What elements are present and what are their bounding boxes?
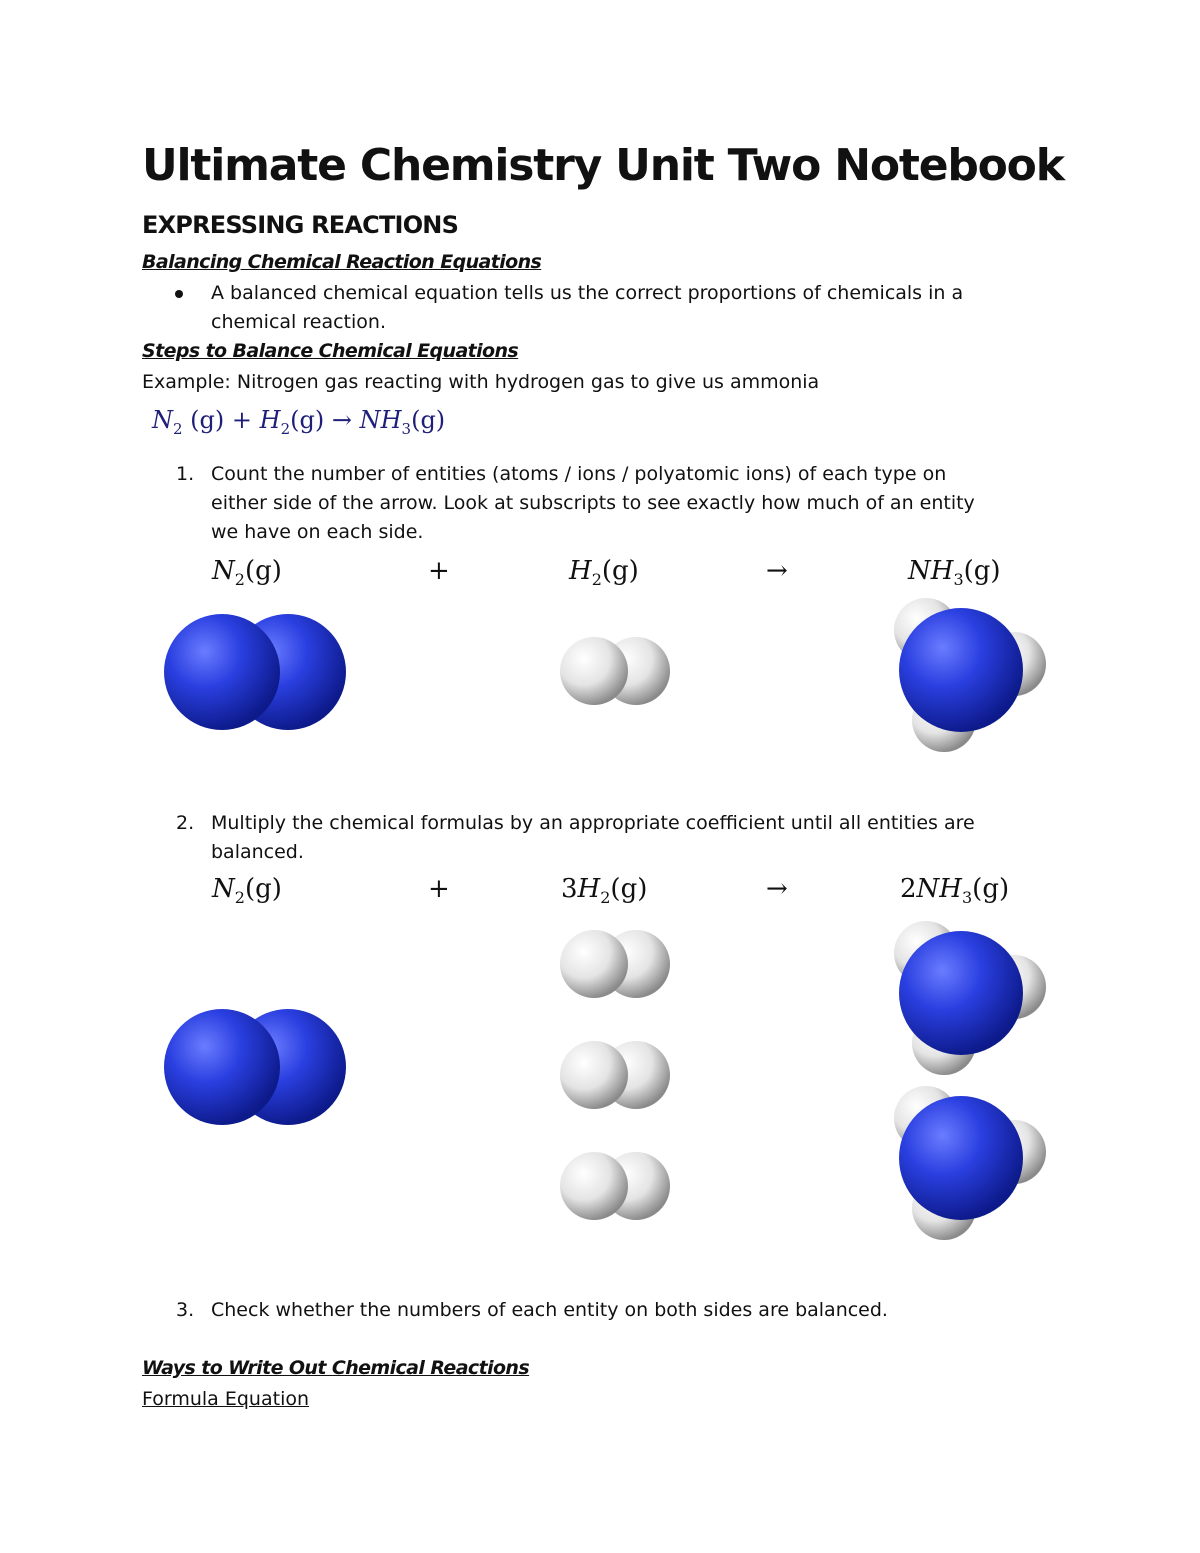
- h2-molecule-image-a: [556, 918, 674, 1013]
- step-2-line-2: balanced.: [211, 841, 304, 863]
- diagram1-arrow: →: [766, 556, 788, 586]
- bullet-dot: [175, 290, 183, 298]
- step-1-line-1: Count the number of entities (atoms / ions / polyatomic ions) of each type on: [211, 463, 947, 485]
- n2-molecule-image: [160, 608, 350, 738]
- step-3-number: 3.: [176, 1299, 195, 1321]
- page-title: Ultimate Chemistry Unit Two Notebook: [142, 140, 1064, 191]
- nh3-molecule-image: [886, 592, 1051, 757]
- eq-n2: N: [152, 406, 173, 434]
- eq-h2: H: [259, 406, 281, 434]
- n2-molecule-image-2: [160, 1003, 350, 1133]
- eq-arrow: →: [324, 406, 360, 434]
- diagram2-nh3-label: $2NH_3(g)$: [900, 874, 1010, 908]
- h2-molecule-image-b: [556, 1029, 674, 1124]
- step-2-line-1: Multiply the chemical formulas by an appropriate coefficient until all entities are: [211, 812, 975, 834]
- diagram1-plus: +: [428, 556, 450, 586]
- section-heading: EXPRESSING REACTIONS: [142, 211, 459, 239]
- diagram2-n2-label: $N_2(g)$: [212, 874, 282, 908]
- eq-plus: +: [224, 406, 260, 434]
- diagram2-plus: +: [428, 874, 450, 904]
- formula-equation-label: Formula Equation: [142, 1388, 310, 1410]
- eq-nh3: NH: [359, 406, 402, 434]
- diagram2-h2-label: $3H_2(g)$: [561, 874, 648, 908]
- h2-molecule-image: [556, 625, 674, 720]
- h2-molecule-image-c: [556, 1140, 674, 1235]
- bullet-line-1: A balanced chemical equation tells us the correct proportions of chemicals in a: [211, 282, 964, 304]
- example-equation: [152, 406, 445, 438]
- diagram1-h2-label: $H_2(g)$: [569, 556, 639, 590]
- example-text: Example: Nitrogen gas reacting with hydrogen gas to give us ammonia: [142, 371, 820, 393]
- eq-n2-state: (g): [182, 406, 225, 434]
- eq-nh3-state: (g): [411, 406, 446, 434]
- nh3-molecule-image-b: [886, 1080, 1051, 1245]
- diagram1-n2-label: $N_2(g)$: [212, 556, 282, 590]
- diagram2-arrow: →: [766, 874, 788, 904]
- subheading-steps: Steps to Balance Chemical Equations: [142, 340, 519, 362]
- step-2-number: 2.: [176, 812, 195, 834]
- step-1-line-3: we have on each side.: [211, 521, 424, 543]
- subheading-ways: Ways to Write Out Chemical Reactions: [142, 1357, 530, 1379]
- step-1-number: 1.: [176, 463, 195, 485]
- subheading-balancing: Balancing Chemical Reaction Equations: [142, 251, 542, 273]
- bullet-line-2: chemical reaction.: [211, 311, 386, 333]
- diagram1-nh3-label: $NH_3(g)$: [908, 556, 1001, 590]
- nh3-molecule-image-a: [886, 915, 1051, 1080]
- eq-n2-sub: 2: [173, 419, 183, 438]
- step-1-line-2: either side of the arrow. Look at subscripts to see exactly how much of an entity: [211, 492, 975, 514]
- eq-nh3-sub: 3: [401, 419, 412, 438]
- step-3-line-1: Check whether the numbers of each entity on both sides are balanced.: [211, 1299, 888, 1321]
- eq-h2-sub: 2: [280, 419, 291, 438]
- eq-h2-state: (g): [290, 406, 325, 434]
